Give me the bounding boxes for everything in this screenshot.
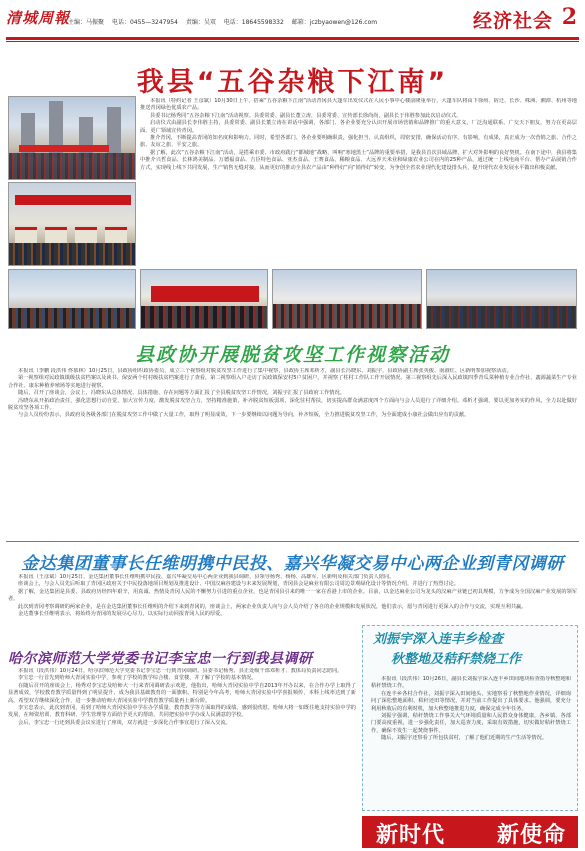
proof-phone: 电话：18645598332 xyxy=(223,19,284,26)
side-article-body xyxy=(371,676,571,808)
article4-paragraph: 会后，李宝忠一行还到县委会议室进行了座谈，双方就进一步深化合作事宜进行了深入交流。 xyxy=(18,719,231,726)
slogan-banner xyxy=(362,816,578,848)
photo-product-stalls xyxy=(8,182,136,266)
article2-headline: 县政协开展脱贫攻坚工作视察活动 xyxy=(134,344,450,366)
section-title: 经济社会 xyxy=(472,10,553,32)
proof-editor-label: 责编：吴双 xyxy=(185,19,216,26)
side-article-headline xyxy=(373,630,573,670)
article3-paragraph: 本报讯（王彦斌）10月25日，金达集团董事长任维明携中民投、嘉兴华凝交易中心两企业到我县调研，县领导杨秀、杨杨、高雄军、区新明及相关部门负责人陪同。 xyxy=(18,574,395,580)
article4-paragraph: 李宝忠一行首先到哈师大青冈实验中学，参观了学校的教学综合楼、食堂楼，并了解了学校的基本情况。 xyxy=(18,675,257,682)
article3-headline: 金达集团董事长任维明携中民投、嘉兴华凝交易中心两企业到青冈调研 xyxy=(21,554,564,574)
article4-paragraph: 本报讯（段洪伟）10月24日，哈尔滨师范大学党委书记李宝忠一行到青冈调研。县委书记杨秀、县正处级干部邓析才、教体局负责同志陪同。 xyxy=(18,668,343,674)
article1-body xyxy=(140,98,577,266)
section-divider xyxy=(6,541,579,542)
masthead-info xyxy=(68,17,383,26)
photo-departure-ceremony xyxy=(8,96,136,180)
article2-paragraph: 冯晓东从开拓政治责任，强化思想行动自觉，加大宣传力度，激发脱贫攻坚合力，坚持精准施策，补齐脱贫短板弱项，深化驻村帮扶，切实提高群众满意度四个方面向与会人员进行了详细介绍。邓析才强调，要以更加务实的作风，全力以赴做好脱贫攻坚各项工作。 xyxy=(8,397,577,412)
photo-crowd-1 xyxy=(8,269,136,329)
article3-paragraph: 此次到青冈考察调研的两家企业，是在金达集团董事长任维明的介绍下来到青冈的，座谈会上，两家企业负责人向与会人员介绍了各自的企业规模和发展状况，他们表示，愿与青冈进行更深入的合作与交流，实现互利共赢。 xyxy=(18,603,527,610)
side-headline-line1: 刘振宇深入连丰乡检查 xyxy=(373,632,504,647)
article1-paragraph: 据了解，此次“五谷杂粮下江南”活动，是搭乘市委、市政府践行“都城地”战略，叫响“寒地黑土”品牌的重要举措，是我县首次县域品牌、扩大对外影响的良好契机。在南下途中，我县将集中推介兴哲食品、长林鸿美制品、万德福食品、吉臣特色食品、亚杰食品、王赛食品、稀粮食品、大远养天米业和绿康农业公司在内的25种产品，通过统一上线电商平台、帮办产品展销合作方式，实现线上线下共同发展，生产销售无缝对接，从而更好的推动全县农产品由“种得好”向“销得好”转变，为争创全省农业现代化建设排头兵，提升现代农业发展水平做出积极贡献。 xyxy=(140,149,577,171)
article3-body xyxy=(8,574,577,630)
editor-label: 主编：马振聚 xyxy=(68,19,105,26)
article1-paragraph: 县委书记杨秀同“五谷杂粮下江南”活动视察。县委常委、副县长董立涛，县委常委、宣传部长徐尚尚，副县长于伟胜参加此次启动仪式。 xyxy=(150,112,462,119)
side-article-paragraph: 随后，刘振宇还察看了所包扶贫村，了解了他们近期的生产生活等情况。 xyxy=(381,735,548,742)
photo-booth xyxy=(140,269,268,329)
article2-paragraph: 本报讯（李鹏 段洪伟 佟慕林）10月25日，县政协组织政协委员，成立三个视察组对脱贫攻坚工作进行了集中视察，县政协主席邓析才，副县长冯晓东、刘振宇，县政协副主席张英俊、南淑红、区新明参加视察活动。 xyxy=(18,368,512,374)
side-article-paragraph: 在连丰乡各村合作社，刘振宇深入田间地头，实地察看了秋整地作业情况，详细询问了深松整地面积、秸秆还田等情况，并对当前工作提出了具体要求。他强调，要充分利用秋收后的有利时机，加大秋整地推进力度，确保完成全年任务。 xyxy=(371,690,571,712)
article3-paragraph: 据了解，金达集团是县委、县政府历经四年艰辛，用真诚、热情及青冈人民的不懈努力引进的重点企业，也是青冈县引来的唯一一家在香港上市的企业。目前，以金达麻业公司为龙头的汉麻产业链已初具规模，力争成为全国汉麻产业发展的领军者。 xyxy=(8,588,577,603)
article2-body xyxy=(8,368,577,536)
header-rule-thin xyxy=(6,41,579,42)
side-article-box xyxy=(362,625,578,811)
article4-paragraph: 在随后召开的座谈会上，杨秀对李宝忠及哈师大一行来青冈调研表示欢迎，他指出，哈师大青冈实验中学自2013年开办以来，在合作办学上取得了显著成效，学校教育教学质量得到了明显提升，成为我县基础教育的一面旗帜。特别是今年高考，哈师大青冈实验中学喜报频传，本科上线率达到了新高。希望双方继续深化合作，进一步推动哈师大青冈实验中学教育教学质量再上新台阶。 xyxy=(8,682,356,704)
article2-paragraph: 随后，召开了座谈会，会议上，冯晓东从总体情况、具体措施、存在问题等方面汇报了全县脱贫攻坚工作情况，刘振宇汇报了县政府工作情况。 xyxy=(18,390,345,397)
editor-phone: 电话：0455—3247954 xyxy=(111,19,178,26)
slogan-right-text: 新使命 xyxy=(496,823,566,848)
article1-headline: 我县“五谷杂粮下江南” xyxy=(136,67,449,98)
article3-paragraph: 金达董事长任维明表示，将始终为青冈的发展尽心尽力，以实际行动回报青冈人民的厚爱。 xyxy=(18,611,226,618)
photo-crowd-3 xyxy=(426,269,577,329)
article4-body xyxy=(8,668,356,846)
masthead xyxy=(6,3,579,39)
page-number: 2 xyxy=(561,4,577,30)
slogan-left-text: 新时代 xyxy=(376,823,446,848)
side-article-paragraph: 刘振宇强调，秸秆禁烧工作事关大气环境质量和人民群众身体健康，各乡镇、各部门要高度重视，进一步强化责任，加大巡查力度，采取有效措施，切实做好秸秆禁烧工作，确保不发生一起焚烧事件。 xyxy=(371,713,571,734)
article1-paragraph: 启动仪式由副县长李伟胜主持，县委常委、副县长董立涛在讲话中强调，各部门、各企业要充分认识开展市场营销和品牌推广的重大意义，厂泛沟通联系，广交天下朋友，努力在更高层面、更广领域宣传青冈。 xyxy=(140,120,577,134)
article2-paragraph: 第一视察组对民政镇镇级扶贫档案以及读书、保安两个村村级扶贫档案进行了查看，第二视察组入户走访了民政镇保安村5户贫困户，并视察了柱村工作队工作开展情况，第三视察组先后深入民政镇四季青瓜菜种植专业合作社、鑫源蔬菜生产专业合作社、康东种植养殖场等实地进行视察。 xyxy=(8,375,577,389)
article1-paragraph: 本报讯（特约记者 王彦斌）10月30日上午，搭乘“五谷杂粮下江南”活动青冈县大篷车出发仪式在人民小事中心楼前隆重举行，大篷车队将由下徐州、宿迁、长沙、株洲、湘潭、杭州等地推送青冈绿色优质农产品。 xyxy=(140,98,577,112)
article4-paragraph: 李宝忠表示，此次到青冈，看到了哈师大青冈实验中学在办学质量、教育教学等方面取得的成绩，感到很欣慰。哈师大将一如既往地支持实验中学的发展，在师资培训、教育科研、学生管理等方面给予更大的帮助，共同把实验中学办成人民满意的学校。 xyxy=(8,705,356,719)
side-headline-line2: 秋整地及秸秆禁烧工作 xyxy=(391,652,522,667)
newspaper-logo: 清城周報 xyxy=(6,9,71,27)
photo-crowd-2 xyxy=(272,269,422,329)
article1-paragraph: 推介青冈，不断提高青冈的知名度和影响力。同时，希望各部门、各企业要明确职责，强化担当，认真组织，周密安排，确保活动有序、有影响，有成果，真正成为一次营销之旅、合作之旅、友谊之旅、平安之旅。 xyxy=(140,135,577,149)
header-rule xyxy=(6,37,579,40)
side-article-paragraph: 本报讯（段洪伟）10月26日，副县长刘振宇深入连丰乡田间地块检查指导秋整地和秸秆禁烧工作。 xyxy=(371,676,571,690)
article4-headline: 哈尔滨师范大学党委书记李宝忠一行到我县调研 xyxy=(8,651,313,667)
email-label: 邮箱：jczbyaowen@126.com xyxy=(291,19,378,26)
article2-paragraph: 与会人员纷纷表示，县政府及各级各部门在脱贫攻坚工作中做了大量工作，取得了明显成效，下一步要继续以问题为导向，补齐短板，全力推进脱贫攻坚工作，为全面建成小康社会做出应有的贡献。 xyxy=(18,412,470,419)
article3-paragraph: 座谈会上，与会人员先后听取了青冈区政府关于中民投落地项目规划及推进设计、中国汉麻谷建设与未来发展规划，青冈县会是麻业有限公司周边景观绿化设计等情况介绍，并进行了热烈讨论。 xyxy=(18,581,459,588)
